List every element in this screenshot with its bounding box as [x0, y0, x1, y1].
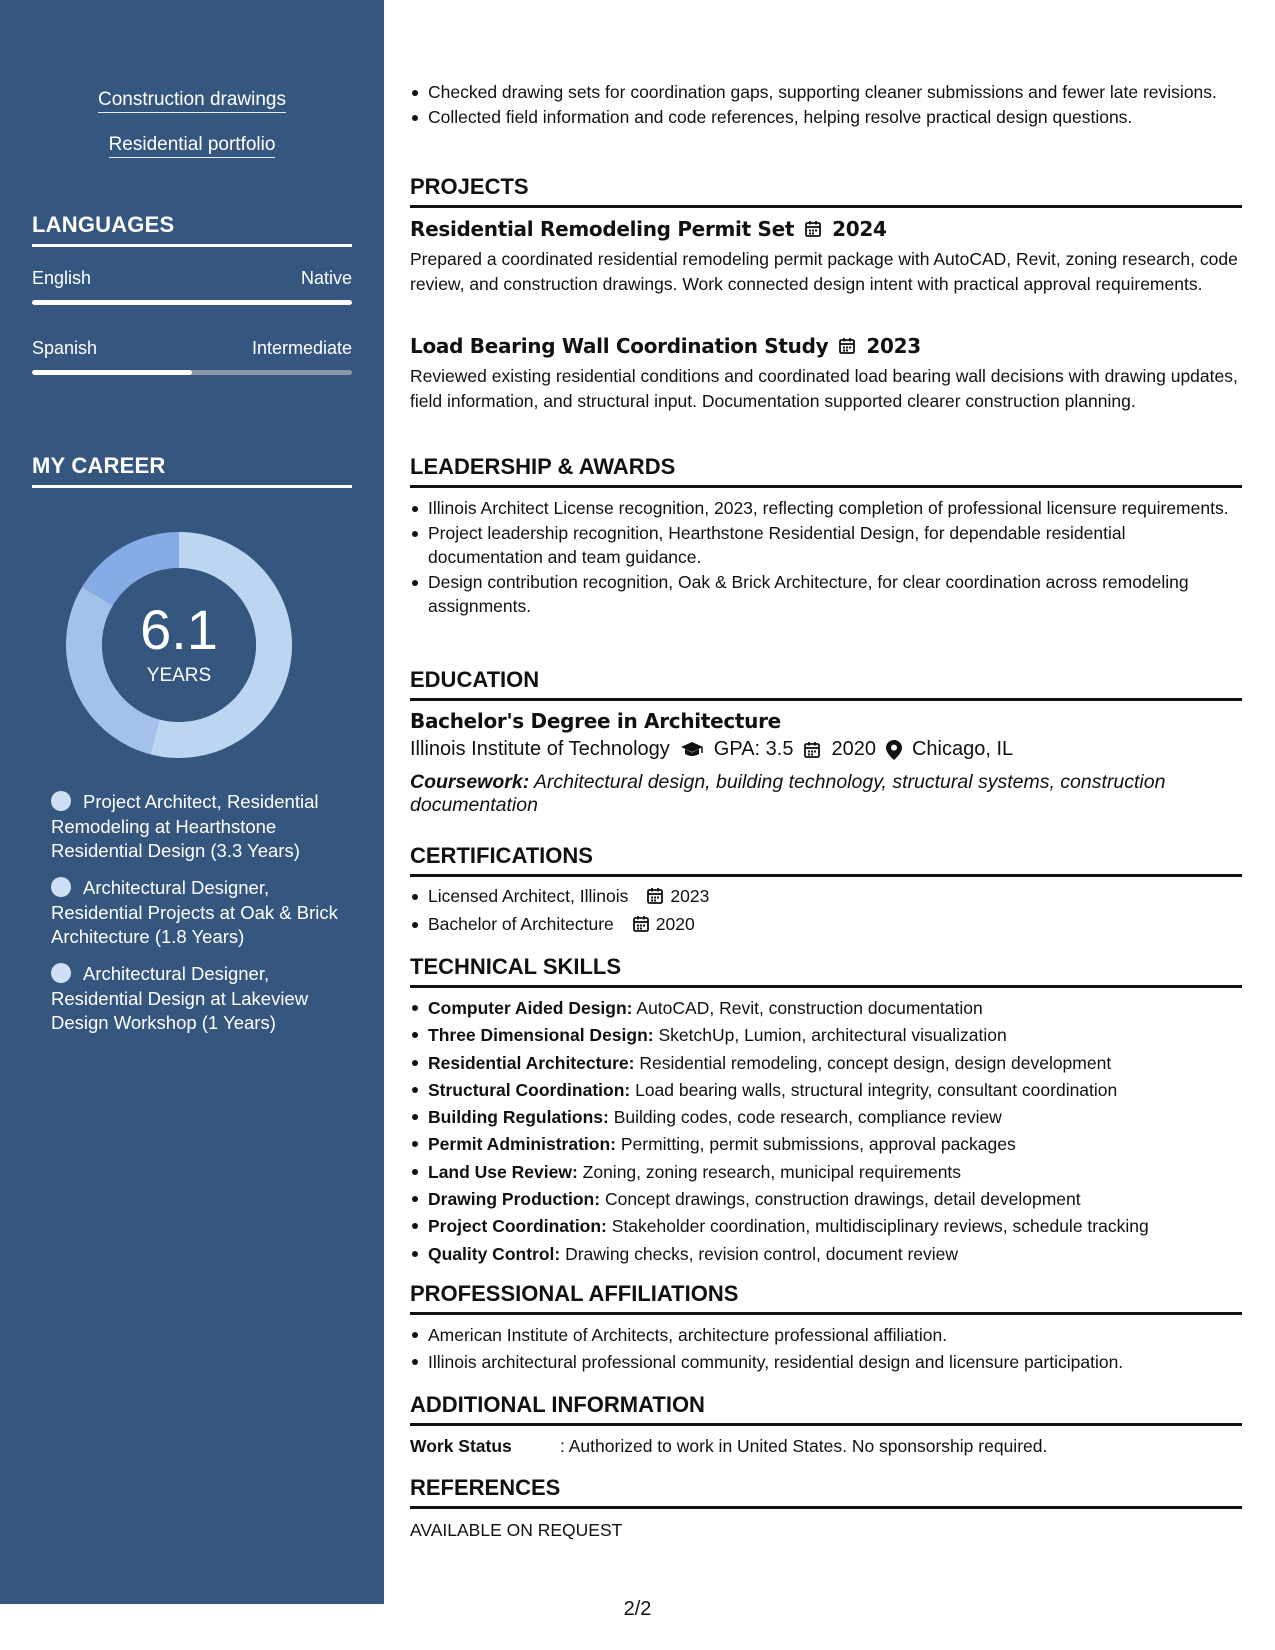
list-item [410, 1050, 1242, 1077]
project-year: 2023 [866, 334, 921, 358]
link-residential-portfolio[interactable] [0, 133, 384, 157]
calendar-icon [632, 915, 650, 933]
career-item-text: Architectural Designer, Residential Projects at Oak & Brick Architecture (1.8 Years) [51, 877, 338, 947]
references-heading: REFERENCES [410, 1475, 1242, 1509]
degree-title [410, 709, 781, 733]
skill-category: Permit Administration: [428, 1134, 616, 1155]
career-item-text: Architectural Designer, Residential Design at Lakeview Design Workshop (1 Years) [51, 963, 309, 1033]
list-item [410, 1213, 1242, 1240]
languages-heading: LANGUAGES [32, 212, 352, 247]
link-label[interactable]: Construction drawings [98, 89, 286, 113]
list-item [410, 1241, 1242, 1268]
calendar-icon [838, 337, 856, 355]
certifications-heading: CERTIFICATIONS [410, 843, 1242, 877]
skill-values: Stakeholder coordination, multidisciplinary reviews, schedule tracking [611, 1216, 1149, 1237]
project-title [410, 217, 887, 241]
list-item [410, 1131, 1242, 1158]
language-spanish [32, 338, 352, 362]
skill-category: Drawing Production: [428, 1189, 601, 1210]
project-description: Prepared a coordinated residential remodeling permit package with AutoCAD, Revit, zoning research, code review, and construction drawings. Work connected design intent with practical approval requirements. [410, 249, 1238, 294]
language-bar-english [32, 300, 352, 305]
career-heading: MY CAREER [32, 453, 352, 488]
career-item [51, 876, 341, 950]
list-item: Illinois Architect License recognition, 2023, reflecting completion of professional licensure requirements. [410, 496, 1242, 521]
affiliations-list [410, 1322, 1242, 1376]
skill-values: Building codes, code research, compliance review [613, 1107, 1002, 1128]
location: Chicago, IL [911, 738, 1014, 760]
skill-values: Zoning, zoning research, municipal requirements [582, 1161, 962, 1182]
language-bar-fill [32, 370, 192, 375]
skill-values: SketchUp, Lumion, architectural visualization [658, 1025, 1007, 1046]
list-item: Design contribution recognition, Oak & Brick Architecture, for clear coordination across remodeling assignments. [410, 570, 1242, 619]
career-dot-icon [51, 877, 71, 897]
language-level: Native [300, 268, 352, 288]
language-english [32, 268, 352, 292]
list-item: Project leadership recognition, Hearthstone Residential Design, for dependable residential documentation and team guidance. [410, 521, 1242, 570]
skill-values: Concept drawings, construction drawings, detail development [604, 1189, 1081, 1210]
list-item [410, 1022, 1242, 1049]
skill-category: Three Dimensional Design: [428, 1025, 654, 1046]
project-description: Reviewed existing residential conditions and coordinated load bearing wall decisions with drawing updates, field information, and structural input. Documentation supported clearer construction planning. [410, 366, 1238, 411]
career-item [51, 962, 341, 1036]
skill-values: Load bearing walls, structural integrity, consultant coordination [635, 1079, 1118, 1100]
link-label[interactable]: Residential portfolio [109, 134, 276, 158]
language-name: Spanish [32, 338, 98, 358]
list-item [410, 884, 1242, 909]
project-title [410, 334, 921, 358]
coursework-label: Coursework: [410, 771, 530, 793]
career-total-years: 6.1 [140, 598, 218, 661]
list-item: Illinois architectural professional community, residential design and licensure participation. [410, 1349, 1242, 1376]
sidebar [0, 0, 384, 1604]
skill-category: Residential Architecture: [428, 1052, 635, 1073]
graduation-year: 2020 [831, 738, 876, 760]
work-status [410, 1436, 1242, 1457]
project-title-text: Load Bearing Wall Coordination Study [410, 334, 829, 358]
calendar-icon [804, 220, 822, 238]
skill-category: Computer Aided Design: [428, 998, 633, 1018]
gpa: GPA: 3.5 [713, 738, 794, 760]
cert-name: Bachelor of Architecture [428, 913, 614, 934]
additional-heading: ADDITIONAL INFORMATION [410, 1392, 1242, 1426]
career-item-text: Project Architect, Residential Remodeling at Hearthstone Residential Design (3.3 Years) [51, 791, 319, 861]
list-item: Collected field information and code references, helping resolve practical design questions. [410, 105, 1242, 130]
skill-values: AutoCAD, Revit, construction documentation [636, 998, 983, 1018]
certifications-list [410, 884, 1242, 936]
project-title-text: Residential Remodeling Permit Set [410, 217, 795, 241]
school-name: Illinois Institute of Technology [410, 738, 670, 760]
list-item [410, 1104, 1242, 1131]
link-construction-drawings[interactable] [0, 88, 384, 112]
project-year: 2024 [832, 217, 887, 241]
cert-name: Licensed Architect, Illinois [428, 886, 629, 906]
location-pin-icon [886, 740, 902, 760]
work-status-label: Work Status [410, 1436, 512, 1456]
skill-category: Building Regulations: [428, 1107, 609, 1128]
skill-values: Drawing checks, revision control, document review [565, 1243, 959, 1264]
career-item [51, 790, 341, 864]
page-indicator: 2/2 [623, 1598, 652, 1620]
references-text: AVAILABLE ON REQUEST [410, 1520, 623, 1540]
projects-heading: PROJECTS [410, 174, 1242, 208]
skill-category: Quality Control: [428, 1243, 561, 1264]
coursework [410, 771, 1242, 817]
language-level: Intermediate [251, 338, 352, 358]
career-dot-icon [51, 963, 71, 983]
skill-category: Project Coordination: [428, 1216, 607, 1237]
skills-list [410, 995, 1242, 1268]
leadership-heading: LEADERSHIP & AWARDS [410, 454, 1242, 488]
calendar-icon [646, 887, 664, 905]
calendar-icon [803, 741, 821, 759]
graduation-cap-icon [680, 741, 704, 759]
list-item [410, 1159, 1242, 1186]
skill-category: Land Use Review: [428, 1161, 578, 1182]
language-bar-spanish [32, 370, 352, 375]
career-dot-icon [51, 791, 71, 811]
list-item [410, 1077, 1242, 1104]
skill-values: Residential remodeling, concept design, design development [639, 1052, 1112, 1073]
cert-year: 2023 [670, 886, 710, 906]
degree-text: Bachelor's Degree in Architecture [410, 709, 781, 733]
skill-values: Permitting, permit submissions, approval packages [620, 1134, 1016, 1155]
language-name: English [32, 268, 92, 288]
work-status-value: : Authorized to work in United States. No sponsorship required. [560, 1436, 1048, 1456]
cert-year: 2020 [655, 913, 695, 934]
education-details [410, 738, 1242, 761]
affiliations-heading: PROFESSIONAL AFFILIATIONS [410, 1281, 1242, 1315]
skill-category: Structural Coordination: [428, 1079, 631, 1100]
coursework-text: Architectural design, building technology, structural systems, construction documentation [410, 771, 1166, 816]
list-item: American Institute of Architects, architecture professional affiliation. [410, 1322, 1242, 1349]
list-item [410, 1186, 1242, 1213]
list-item: Checked drawing sets for coordination gaps, supporting cleaner submissions and fewer late revisions. [410, 80, 1242, 105]
skills-heading: TECHNICAL SKILLS [410, 954, 1242, 988]
list-item [410, 912, 1242, 937]
language-bar-fill [32, 300, 352, 305]
career-unit: YEARS [146, 665, 212, 686]
education-heading: EDUCATION [410, 667, 1242, 701]
leadership-list [410, 496, 1242, 619]
list-item [410, 995, 1242, 1022]
experience-bullets [410, 80, 1242, 129]
